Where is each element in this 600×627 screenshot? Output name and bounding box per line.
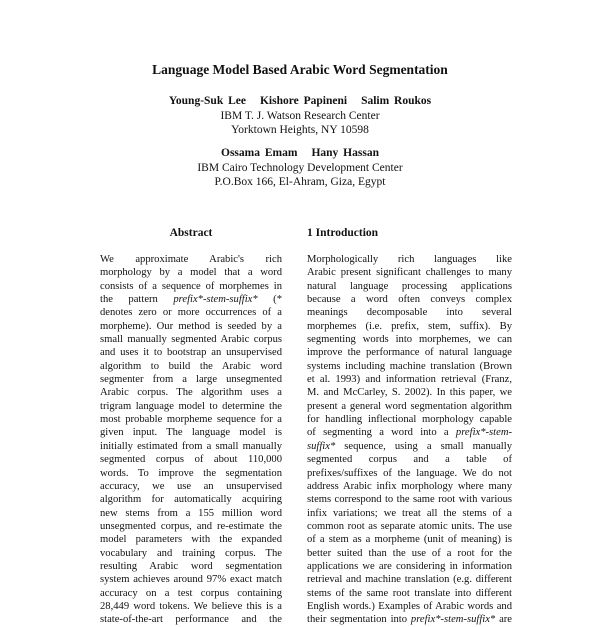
text-line: because a word often conveys complex [307, 294, 512, 306]
text-line: English words.) Examples of Arabic words and [307, 600, 512, 612]
text-line: Arabic present significant challenges to many [307, 267, 512, 279]
text-line: M. and McCarley, S. 2002). In this paper, we [307, 387, 512, 399]
text-line: stems of the same root translate into different [307, 587, 512, 599]
text-line: initially estimated from a small manually [100, 440, 282, 452]
text-line: segmented corpus of about 110,000 [100, 454, 282, 466]
text-line: 28,449 word tokens. We believe this is a [100, 600, 282, 612]
text-line: vocabulary and training corpus. The [100, 547, 282, 559]
text-line: applications we are considering in information [307, 560, 512, 572]
text-line: common root as separate atomic units. The use [307, 520, 512, 532]
text-line: of segmenting a word into a prefix*-stem- [307, 427, 512, 439]
text-line: consists of a sequence of morphemes in [100, 280, 282, 292]
text-line: trigram language model to determine the [100, 400, 282, 412]
author-address: P.O.Box 166, El-Ahram, Giza, Egypt [214, 176, 386, 188]
text-line: morphemes (i.e. prefix, stem, suffix). By [307, 320, 512, 332]
text-line: systems including machine translation (Brown [307, 360, 512, 372]
author-affiliation: IBM T. J. Watson Research Center [220, 109, 380, 122]
introduction-body [307, 253, 512, 627]
text-line: new stems from a 155 million word [100, 507, 282, 519]
author-name: Hany Hassan [311, 147, 379, 159]
text-line: algorithm for automatically acquiring [100, 494, 282, 506]
text-line: words. To improve the segmentation [100, 467, 282, 479]
text-line: prefixes/suffixes of the language. We do not [307, 467, 512, 479]
text-line: retrieval and machine translation (e.g. different [307, 574, 512, 586]
author-block-ibm-watson [0, 94, 600, 138]
text-line: suffix* sequence, using a small manually [307, 440, 512, 452]
author-name: Salim Roukos [361, 95, 432, 107]
author-name: Kishore Papineni [259, 95, 348, 107]
text-line: their segmentation into prefix*-stem-suffix* are [307, 614, 512, 626]
text-line: morpheme). Our method is seeded by a [100, 320, 282, 332]
text-line: accuracy on a test corpus containing [100, 587, 282, 599]
introduction-heading: 1 Introduction [307, 227, 379, 239]
text-line: and uses it to bootstrap an unsupervised [100, 347, 282, 359]
text-line: resulting Arabic word segmentation [100, 560, 282, 572]
author-names [0, 146, 600, 161]
text-line: infix variations; we treat all the stems of a [307, 507, 512, 519]
text-line: We approximate Arabic's rich [100, 254, 282, 265]
text-line: state-of-the-art performance and the [100, 614, 282, 626]
author-block-ibm-cairo [0, 146, 600, 190]
text-line: meanings decomposable into several [307, 307, 512, 319]
text-line: algorithm to build the Arabic word [100, 360, 282, 372]
author-name: Ossama Emam [221, 147, 298, 159]
text-line: accuracy, we use an unsupervised [100, 480, 282, 492]
text-line: improve the performance of natural language [307, 347, 512, 359]
text-line: segmenter from a large unsegmented [100, 374, 282, 386]
author-name: Young-Suk Lee [168, 95, 246, 107]
paper-title: Language Model Based Arabic Word Segmentation [152, 62, 448, 77]
text-line: denotes zero or more occurrences of a [100, 307, 282, 319]
text-line: of a stem as a morpheme (unit of meaning) is [307, 534, 512, 546]
author-address: Yorktown Heights, NY 10598 [231, 124, 369, 136]
text-line: given input. The language model is [100, 427, 282, 439]
text-line: segmented corpus and a table of [307, 454, 512, 466]
author-affiliation: IBM Cairo Technology Development Center [197, 161, 403, 174]
text-line: model parameters with the expanded [100, 534, 282, 546]
text-line: natural language processing applications [307, 280, 512, 292]
text-line: stems correspond to the same root with various [307, 494, 512, 506]
text-line: for handling inflectional morphology capable [307, 414, 512, 426]
text-line: morphology by a model that a word [100, 267, 282, 279]
text-line: et al. 1993) and information retrieval (Franz, [307, 374, 512, 386]
text-line: Morphologically rich languages like [307, 254, 512, 265]
text-line: better suited than the use of a root for the [307, 547, 512, 559]
author-names [0, 94, 600, 109]
text-line: the pattern prefix*-stem-suffix* (* [100, 294, 282, 306]
text-line: address Arabic infix morphology where many [307, 480, 512, 492]
text-line: present a general word segmentation algorithm [307, 400, 512, 412]
text-line: segmenting words into morphemes, we can [307, 334, 512, 346]
text-line: Arabic corpus. The algorithm uses a [100, 387, 282, 399]
text-line: unsegmented corpus, and re-estimate the [100, 520, 282, 532]
text-line: small manually segmented Arabic corpus [100, 334, 282, 346]
text-line: most probable morpheme sequence for a [100, 414, 282, 426]
abstract-heading: Abstract [169, 227, 213, 239]
abstract-body [100, 253, 282, 627]
text-line: system achieves around 97% exact match [100, 574, 282, 586]
